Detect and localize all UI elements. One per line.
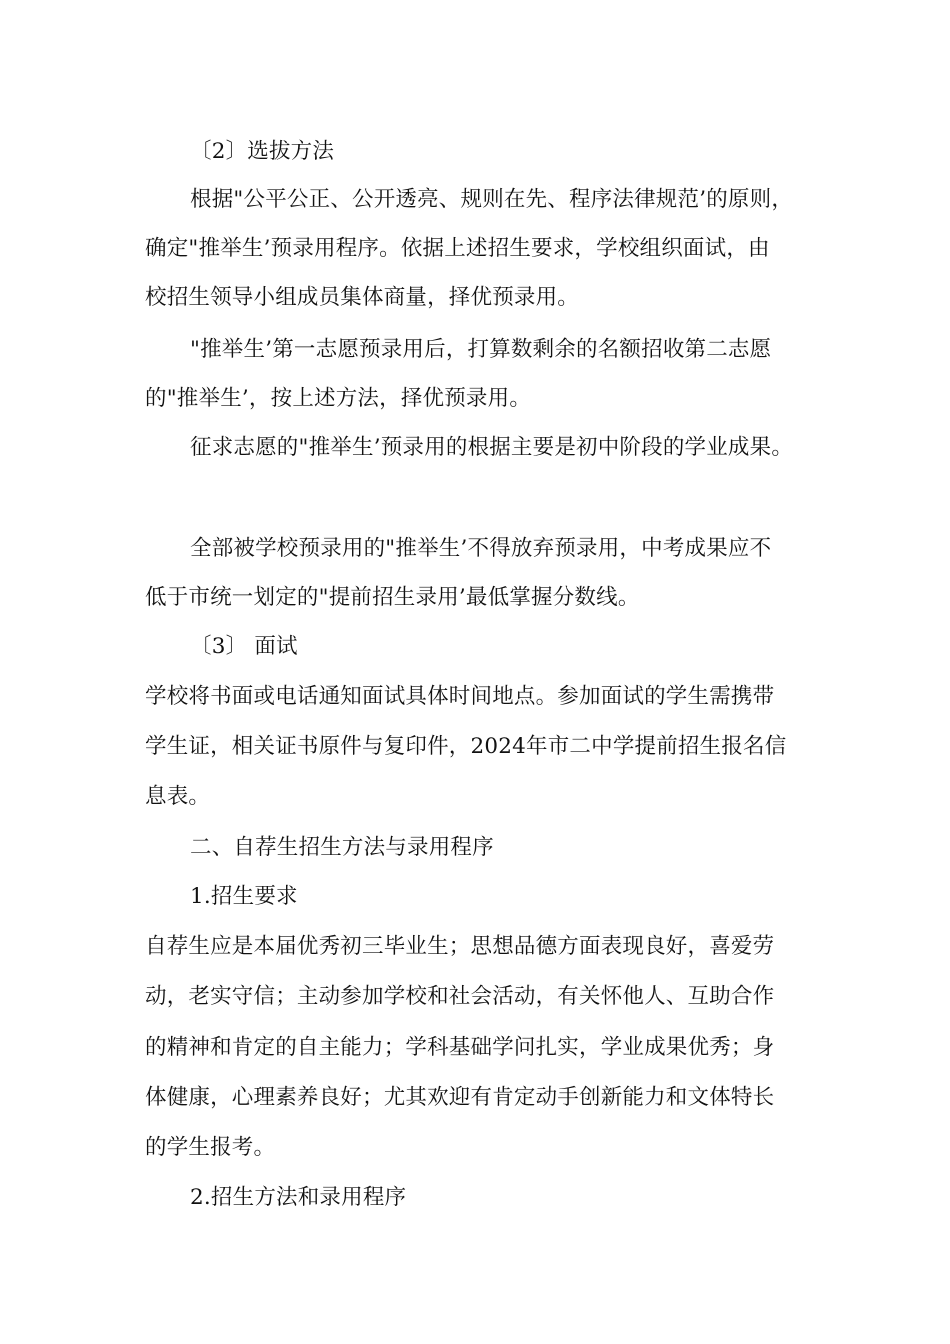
paragraph-line: 的精神和肯定的自主能力；学科基础学问扎实，学业成果优秀；身 <box>145 1035 775 1060</box>
paragraph-line: "推举生’第一志愿预录用后，打算数剩余的名额招收第二志愿 <box>190 337 772 362</box>
paragraph-line: 低于市统一划定的"提前招生录用’最低掌握分数线。 <box>145 585 640 610</box>
paragraph-line: 学校将书面或电话通知面试具体时间地点。参加面试的学生需携带 <box>145 684 775 709</box>
section-heading-selection-method: 〔2〕选拔方法 <box>190 139 335 164</box>
paragraph-line: 确定"推举生’预录用程序。依据上述招生要求，学校组织面试，由 <box>145 236 770 261</box>
section-heading-self-recommended: 二、自荐生招生方法与录用程序 <box>190 835 494 860</box>
subsection-heading-requirements: 1.招生要求 <box>190 884 298 909</box>
paragraph-line: 体健康，心理素养良好；尤其欢迎有肯定动手创新能力和文体特长 <box>145 1085 775 1110</box>
paragraph-line: 息表。 <box>145 784 211 809</box>
paragraph-line: 自荐生应是本届优秀初三毕业生；思想品德方面表现良好，喜爱劳 <box>145 934 775 959</box>
section-heading-interview: 〔3〕 面试 <box>190 634 298 659</box>
paragraph-line: 学生证，相关证书原件与复印件，2024年市二中学提前招生报名信 <box>145 734 787 759</box>
paragraph-line: 的学生报考。 <box>145 1135 276 1160</box>
subsection-heading-admission-procedure: 2.招生方法和录用程序 <box>190 1185 407 1210</box>
paragraph-line: 征求志愿的"推举生’预录用的根据主要是初中阶段的学业成果。 <box>190 435 794 460</box>
paragraph-line: 的"推举生’，按上述方法，择优预录用。 <box>145 386 532 411</box>
paragraph-line: 根据"公平公正、公开透亮、规则在先、程序法律规范’的原则， <box>190 187 794 212</box>
paragraph-line: 动，老实守信；主动参加学校和社会活动，有关怀他人、互助合作 <box>145 984 775 1009</box>
paragraph-line: 校招生领导小组成员集体商量，择优预录用。 <box>145 285 580 310</box>
paragraph-line: 全部被学校预录用的"推举生’不得放弃预录用，中考成果应不 <box>190 536 772 561</box>
